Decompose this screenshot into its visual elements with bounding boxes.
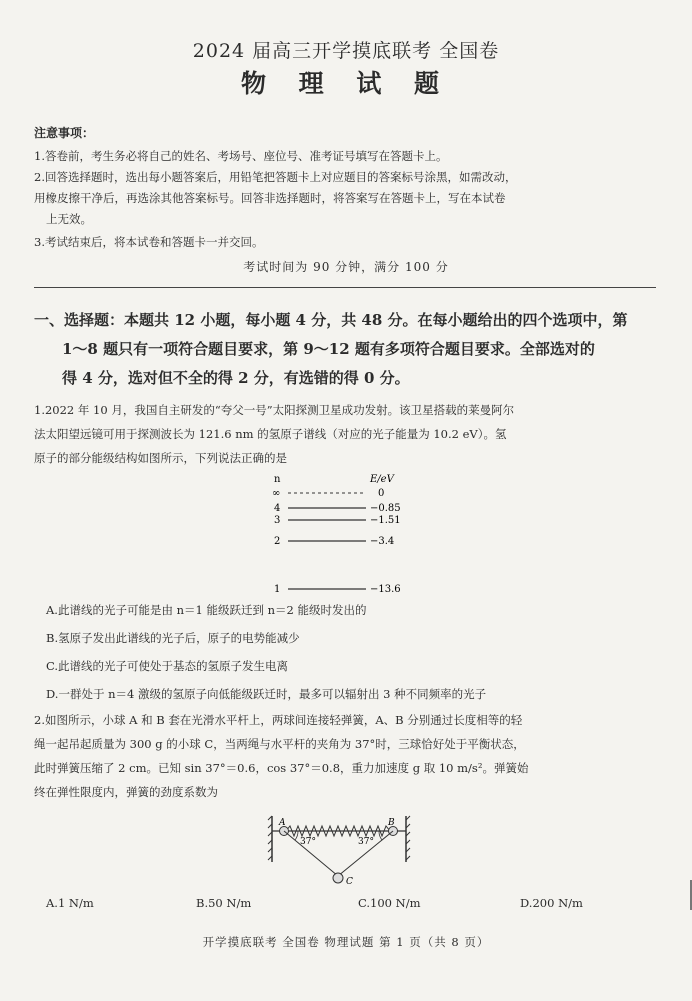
q2-option-c: C.100 N/m [358,896,421,910]
question-1-stem [34,398,660,470]
level-n-label: 2 [274,536,281,547]
level-n-label: ∞ [272,488,281,499]
spring-balls-figure [266,812,416,890]
section-line: 1～8 题只有一项符合题目要求，第 9～12 题有多项符合题目要求。全部选对的 [62,340,595,358]
q1-option-b: B.氢原子发出此谱线的光子后，原子的电势能减少 [46,631,300,645]
exam-header-title: 2024 届高三开学摸底联考 全国卷 [192,40,500,62]
q1-option-a: A.此谱线的光子可能是由 n＝1 能级跃迁到 n＝2 能级时发出的 [46,603,367,617]
notice-item: 用橡皮擦干净后，再选涂其他答案标号。回答非选择题时，将答案写在答题卡上，写在本试卷 [34,191,506,205]
paper-title: 物 理 试 题 [240,69,452,98]
stem-line: 原子的部分能级结构如图所示，下列说法正确的是 [34,451,287,465]
ball-c-label: C [346,877,353,887]
stem-line: 法太阳望远镜可用于探测波长为 121.6 nm 的氢原子谱线（对应的光子能量为 10.2 eV）。氢 [34,427,507,441]
level-energy-label: −13.6 [370,584,401,595]
section-line: 得 4 分，选对但不全的得 2 分，有选错的得 0 分。 [62,369,410,387]
level-n-label: 4 [274,503,281,514]
stem-line: 1.2022 年 10 月，我国自主研发的“夸父一号”太阳探测卫星成功发射。该卫星搭载的莱曼阿尔 [34,403,515,417]
stem-line: 终在弹性限度内，弹簧的劲度系数为 [34,785,218,799]
stem-line: 绳一起吊起质量为 300 g 的小球 C，当两绳与水平杆的夹角为 37°时，三球恰好处于平衡状态， [34,737,525,751]
divider [34,287,656,288]
level-energy-label: −3.4 [370,536,395,547]
ball-a-label: A [279,818,286,828]
notice-item: 上无效。 [46,212,92,226]
level-energy-label: 0 [378,488,385,499]
energy-level-diagram [262,470,412,598]
q2-option-a: A.1 N/m [46,896,94,910]
stem-line: 此时弹簧压缩了 2 cm。已知 sin 37°＝0.6，cos 37°＝0.8，重力加速度 g 取 10 m/s²。弹簧始 [34,761,529,775]
stem-line: 2.如图所示，小球 A 和 B 套在光滑水平杆上，两球间连接轻弹簧，A、B 分别通过长度相等的轻 [34,713,523,727]
page-footer: 开学摸底联考 全国卷 物理试题 第 1 页（共 8 页） [202,935,490,949]
n-axis-label: n [274,474,281,485]
q1-option-d: D.一群处于 n＝4 激级的氢原子向低能级跃迁时，最多可以辐射出 3 种不同频率的光子 [46,687,487,701]
energy-axis-label: E/eV [370,474,394,485]
section-line: 一、选择题：本题共 12 小题，每小题 4 分，共 48 分。在每小题给出的四个选项中，第 [34,311,628,329]
notice-item: 3.考试结束后，将本试卷和答题卡一并交回。 [34,235,264,249]
notice-item: 1.答卷前，考生务必将自己的姓名、考场号、座位号、准考证号填写在答题卡上。 [34,149,448,163]
level-n-label: 3 [274,515,281,526]
notice-item: 2.回答选择题时，选出每小题答案后，用铅笔把答题卡上对应题目的答案标号涂黑，如需改动， [34,170,517,184]
level-energy-label: −0.85 [370,503,401,514]
level-energy-label: −1.51 [370,515,401,526]
section-instructions [34,306,660,393]
left-angle-label: 37° [300,837,316,847]
right-angle-label: 37° [358,837,374,847]
question-2-stem [34,708,660,804]
ball-c [333,873,343,883]
q2-option-b: B.50 N/m [196,896,252,910]
ball-b-label: B [388,818,395,828]
notice-heading: 注意事项： [34,126,95,140]
exam-time-note: 考试时间为 90 分钟，满分 100 分 [243,260,449,274]
q2-option-d: D.200 N/m [520,896,583,910]
level-n-label: 1 [274,584,281,595]
q1-option-c: C.此谱线的光子可使处于基态的氢原子发生电离 [46,659,289,673]
